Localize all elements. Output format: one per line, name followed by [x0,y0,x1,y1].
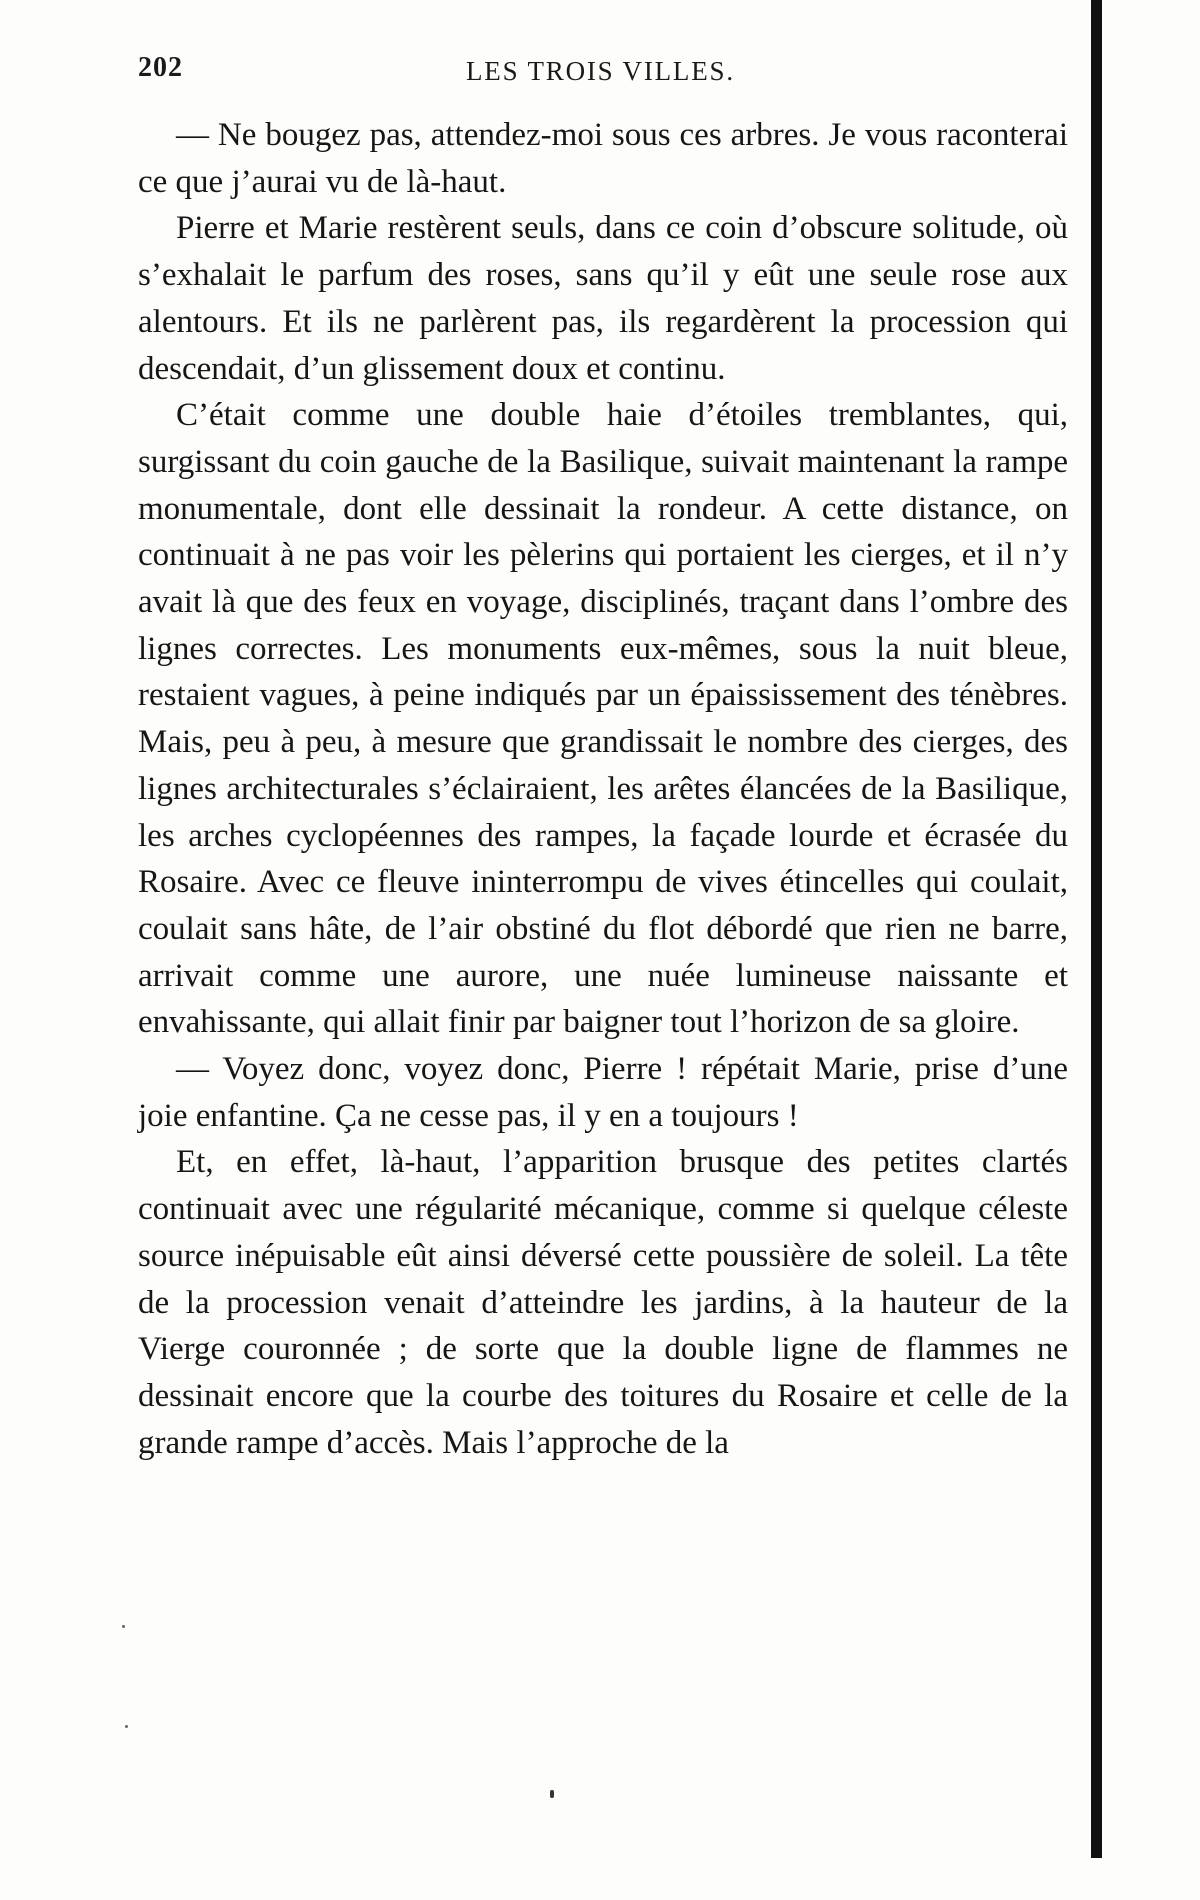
main-text [138,112,1068,1862]
ink-speck [125,1725,128,1728]
paragraph-1: — Ne bougez pas, attendez-moi sous ces arbres. Je vous raconterai ce que j’aurai vu de là-haut. [138,117,1068,200]
paragraph-5: Et, en effet, là-haut, l’apparition brusque des petites clartés continuait avec une régularité mécanique, comme si quelque céleste source inépuisable eût ainsi déversé cette poussière de soleil. La tête de la procession venait d’atteindre les jardins, à la hauteur de la Vierge couronnée ; de sorte que la double ligne de flammes ne dessinait encore que la courbe des toitures du Rosaire et celle de la grande rampe d’accès. Mais l’approche de la [138,1144,1068,1461]
paragraph-3: C’était comme une double haie d’étoiles tremblantes, qui, surgissant du coin gauche de la Basilique, suivait maintenant la rampe monumentale, dont elle dessinait la rondeur. A cette distance, on continuait à ne pas voir les pèlerins qui portaient les cierges, et il n’y avait là que des feux en voyage, disciplinés, traçant dans l’ombre des lignes correctes. Les monuments eux-mêmes, sous la nuit bleue, restaient vagues, à peine indiqués par un épaississement des ténèbres. Mais, peu à peu, à mesure que grandissait le nombre des cierges, des lignes architecturales s’éclairaient, les arêtes élancées de la Basilique, les arches cyclopéennes des rampes, la façade lourde et écrasée du Rosaire. Avec ce fleuve ininterrompu de vives étincelles qui coulait, coulait sans hâte, de l’air obstiné du flot débordé que rien ne barre, arrivait comme une aurore, une nuée lumineuse naissante et envahissante, qui allait finir par baigner tout l’horizon de sa gloire. [138,397,1068,1041]
paragraph-2: Pierre et Marie restèrent seuls, dans ce coin d’obscure solitude, où s’exhalait le parfum des roses, sans qu’il y eût une seule rose aux alentours. Et ils ne parlèrent pas, ils regardèrent la procession qui descendait, d’un glissement doux et continu. [138,210,1068,387]
paragraph-4: — Voyez donc, voyez donc, Pierre ! répétait Marie, prise d’une joie enfantine. Ça ne cesse pas, il y en a toujours ! [138,1051,1068,1134]
page-number: 202 [138,52,183,83]
running-title: LES TROIS VILLES. [466,56,735,86]
page-edge-shadow [1091,0,1102,1858]
page-header [138,52,1068,104]
ink-speck [122,1625,125,1628]
print-mark [550,1790,554,1798]
